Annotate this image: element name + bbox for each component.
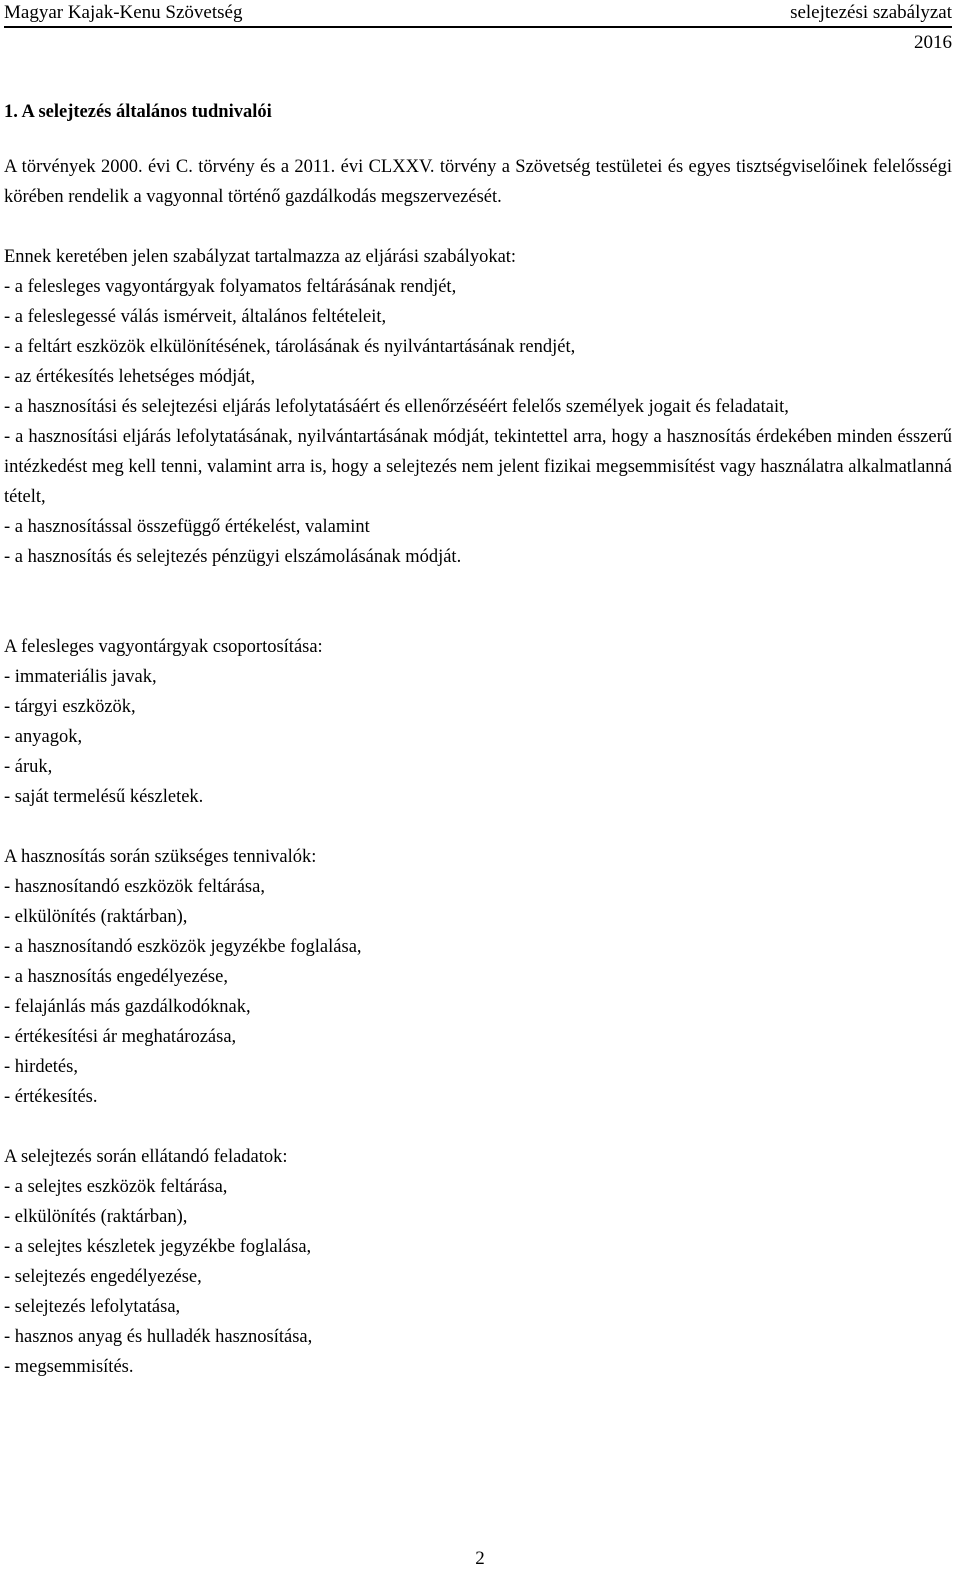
- page-number: 2: [475, 1548, 485, 1569]
- rules-list: [4, 272, 952, 572]
- scrap-list: [4, 1172, 952, 1382]
- page-header: [4, 0, 952, 28]
- list-item: - értékesítési ár meghatározása,: [4, 1027, 237, 1047]
- list-item: - a felesleges vagyontárgyak folyamatos feltárásának rendjét,: [4, 277, 457, 297]
- list-item: - selejtezés lefolytatása,: [4, 1297, 181, 1317]
- list-item: - selejtezés engedélyezése,: [4, 1267, 202, 1287]
- scrap-lead: A selejtezés során ellátandó feladatok:: [4, 1147, 288, 1167]
- list-item: - a hasznosítandó eszközök jegyzékbe foglalása,: [4, 937, 362, 957]
- intro-paragraph: A törvények 2000. évi C. törvény és a 2011. évi CLXXV. törvény a Szövetség testületei és egyes tisztségviselőinek felelősségi körében rendelik a vagyonnal történő gazdálkodás megszervezését.: [4, 157, 952, 207]
- list-item: - a hasznosítási eljárás lefolytatásának, nyilvántartásának módját, tekintettel arra, hogy a hasznosítás érdekében minden ésszerű intézkedést meg kell tenni, valamint arra is, hogy a selejtezés nem jelent fizikai megsemmisítést vagy használatra alkalmatlanná tételt,: [4, 427, 952, 507]
- tasks-list: [4, 872, 952, 1112]
- groups-list: [4, 662, 952, 812]
- list-item: - hirdetés,: [4, 1057, 78, 1077]
- list-item: - elkülönítés (raktárban),: [4, 1207, 188, 1227]
- list-item: - immateriális javak,: [4, 667, 157, 687]
- document-title: selejtezési szabályzat: [790, 2, 952, 23]
- list-item: - tárgyi eszközök,: [4, 697, 136, 717]
- list-item: - saját termelésű készletek.: [4, 787, 204, 807]
- list-item: - a hasznosítási és selejtezési eljárás lefolytatásáért és ellenőrzéséért felelős személyek jogait és feladatait,: [4, 397, 789, 417]
- list-item: - felajánlás más gazdálkodóknak,: [4, 997, 251, 1017]
- list-item: - értékesítés.: [4, 1087, 98, 1107]
- list-item: - hasznosítandó eszközök feltárása,: [4, 877, 265, 897]
- document-year: 2016: [914, 32, 952, 53]
- list-item: - hasznos anyag és hulladék hasznosítása,: [4, 1327, 313, 1347]
- list-item: - a feltárt eszközök elkülönítésének, tárolásának és nyilvántartásának rendjét,: [4, 337, 576, 357]
- list-item: - a selejtes eszközök feltárása,: [4, 1177, 228, 1197]
- document-body: [4, 98, 952, 1382]
- list-item: - a hasznosítás és selejtezés pénzügyi elszámolásának módját.: [4, 547, 462, 567]
- list-item: - az értékesítés lehetséges módját,: [4, 367, 256, 387]
- list-item: - a selejtes készletek jegyzékbe foglalása,: [4, 1237, 312, 1257]
- organization-name: Magyar Kajak-Kenu Szövetség: [4, 2, 243, 23]
- list-item: - elkülönítés (raktárban),: [4, 907, 188, 927]
- list-item: - a feleslegessé válás ismérveit, általános feltételeit,: [4, 307, 387, 327]
- list-item: - áruk,: [4, 757, 53, 777]
- rules-lead: Ennek keretében jelen szabályzat tartalmazza az eljárási szabályokat:: [4, 247, 517, 267]
- section-title: 1. A selejtezés általános tudnivalói: [4, 102, 272, 122]
- tasks-lead: A hasznosítás során szükséges tennivalók:: [4, 847, 317, 867]
- list-item: - anyagok,: [4, 727, 83, 747]
- groups-lead: A felesleges vagyontárgyak csoportosítása:: [4, 637, 323, 657]
- list-item: - a hasznosítással összefüggő értékelést, valamint: [4, 517, 370, 537]
- list-item: - a hasznosítás engedélyezése,: [4, 967, 228, 987]
- list-item: - megsemmisítés.: [4, 1357, 134, 1377]
